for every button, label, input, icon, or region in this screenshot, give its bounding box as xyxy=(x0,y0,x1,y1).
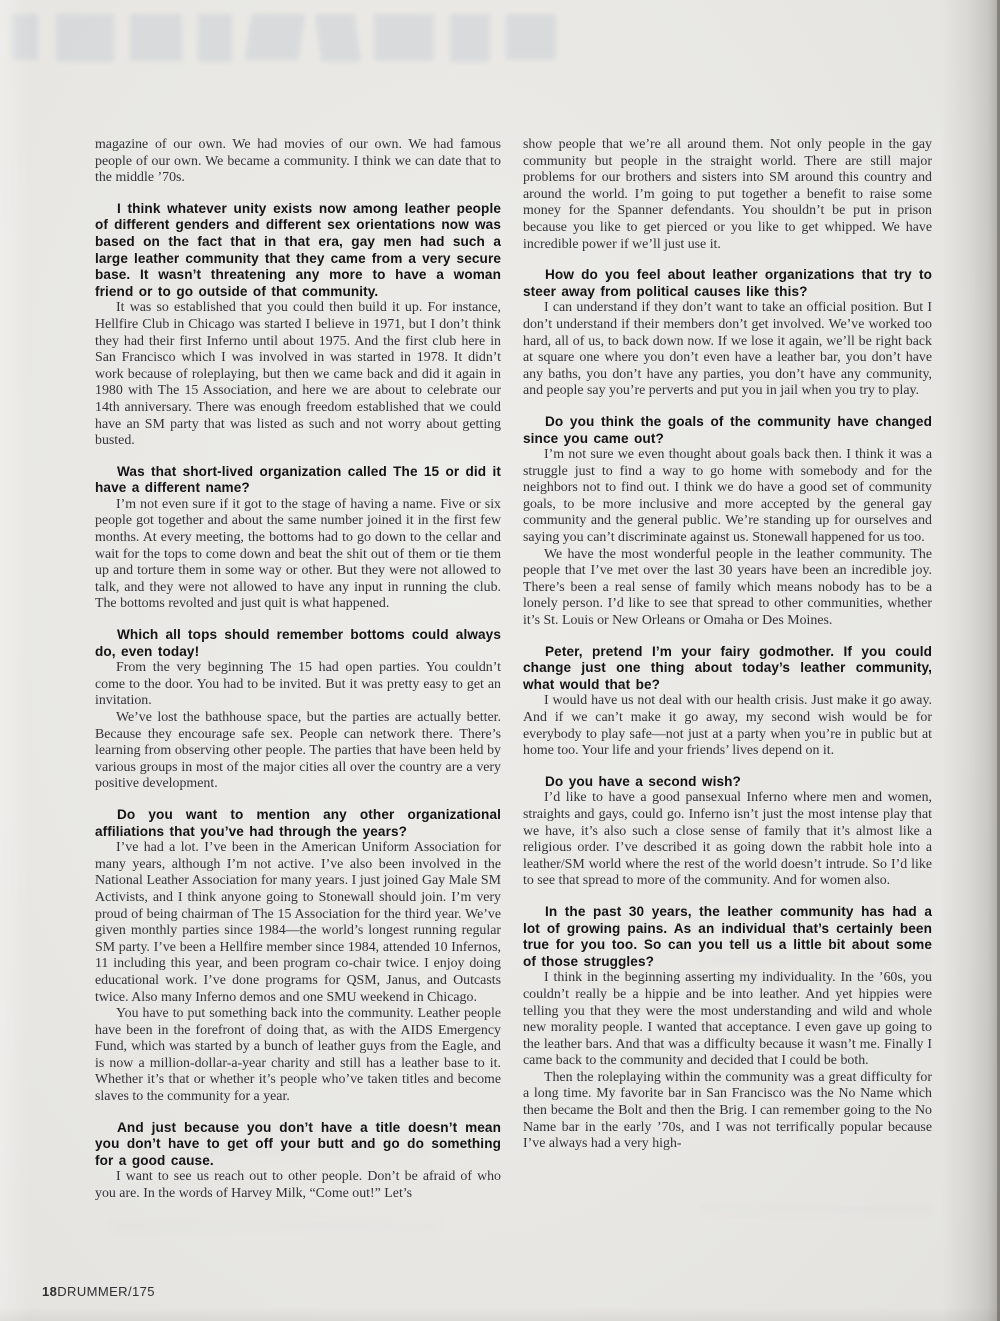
answer-paragraph: show people that we’re all around them. Not only people in the gay community but people in the straight world. There are still major problems for our brothers and sisters into SM around this country and around the world. I’m going to put together a benefit to raise some money for the Spanner defendants. You shouldn’t be put in prison because you like to get pierced or you like to get whipped. We have incredible power if we’ll just use it. xyxy=(523,137,932,252)
question-heading: And just because you don’t have a title doesn’t mean you don’t have to get off your butt and go do something for a good cause. xyxy=(95,1119,501,1168)
showthrough-masthead-ghost xyxy=(12,10,560,68)
page-footer xyxy=(42,1284,155,1299)
answer-paragraph: I’d like to have a good pansexual Inferno where men and women, straights and gays, could go. Inferno isn’t just the most intense play that we have, it’s also such a close sense of family that it’s almost like a religious order. I’ve described it as going down the rabbit hole into a leather/SM world where the rest of the world doesn’t intrude. So I’d like to see that spread to more of the community. And for women also. xyxy=(523,790,932,889)
question-heading: In the past 30 years, the leather community has had a lot of growing pains. As an individual that’s certainly been true for you too. So can you tell us a little bit about some of those struggles? xyxy=(523,903,932,969)
showthrough-smudge xyxy=(700,1205,930,1214)
question-heading: I think whatever unity exists now among leather people of different genders and different sex orientations now was based on the fact that in that era, gay men had such a large leather community that they came from a very secure base. It wasn’t threatening any more to have a woman friend or to go outside of that community. xyxy=(95,200,501,299)
answer-paragraph: It was so established that you could then build it up. For instance, Hellfire Club in Chicago was started I believe in 1971, but I don’t think they had their first Inferno until about 1975. And the first club here in San Francisco which I was involved in was started in 1978. It didn’t work because of roleplaying, but then we came back and did it again in 1980 with The 15 Association, and here we are about to celebrate our 14th anniversary. There was enough freedom established that we could have an SM party that was listed as such and not worry about getting busted. xyxy=(95,300,501,449)
question-heading: Which all tops should remember bottoms could always do, even today! xyxy=(95,627,501,659)
answer-paragraph: I think in the beginning asserting my individuality. In the ’60s, you couldn’t really be a hippie and be into leather. And yet hippies were telling you that they were the most understanding and wild and whole new morality people. I wanted that acceptance. I even gave up going to the leather bars. And that was a difficulty because it wasn’t me. Finally I came back to the community and decided that I could be both. xyxy=(523,970,932,1069)
scan-edge-bottom xyxy=(0,1307,1000,1321)
answer-paragraph: I’m not even sure if it got to the stage of having a name. Five or six people got together and about the same number joined it in the first few months. At every meeting, the bottoms had to go down to the cellar and wait for the tops to come down and beat the shit out of them or tie them up and torture them in some way or other. But they were not allowed to talk, and they were not allowed to have any input in running the club. The bottoms revolted and just quit is what happened. xyxy=(95,496,501,612)
answer-paragraph: From the very beginning The 15 had open parties. You couldn’t come to the door. You had to be invited. But it was pretty easy to get an invitation. xyxy=(95,660,501,709)
showthrough-smudge xyxy=(110,1222,440,1231)
page-number: 18 xyxy=(42,1284,58,1299)
answer-paragraph: We’ve lost the bathhouse space, but the parties are actually better. Because they encourage safe sex. People can network there. There’s learning from observing other people. The parties that have been held by various groups in most of the major cities all over the country are a very positive development. xyxy=(95,710,501,792)
answer-paragraph: I’ve had a lot. I’ve been in the American Uniform Association for many years, although I’m not active. I’ve also been involved in the National Leather Association for many years. I just joined Gay Male SM Activists, and I think anyone going to Stonewall should join. I’m very proud of being chairman of The 15 Association for the third year. We’ve given monthly parties since 1984—the world’s longest running regular SM party. I’ve been a Hellfire member since 1984, attended 10 Infernos, 11 including this year, and been program co-chair twice. I enjoy doing educational work. I’ve done programs for QSM, Janus, and Outcasts twice. Also many Inferno demos and one SMU weekend in Chicago. xyxy=(95,840,501,1005)
question-heading: How do you feel about leather organizations that try to steer away from political causes like this? xyxy=(523,267,932,299)
answer-paragraph: magazine of our own. We had movies of our own. We had famous people of our own. We became a community. I think we can date that to the middle ’70s. xyxy=(95,137,501,186)
answer-paragraph: I want to see us reach out to other people. Don’t be afraid of who you are. In the words of Harvey Milk, “Come out!” Let’s xyxy=(95,1169,501,1202)
question-heading: Was that short-lived organization called The 15 or did it have a different name? xyxy=(95,463,501,496)
answer-paragraph: We have the most wonderful people in the leather community. The people that I’ve met over the last 30 years have been an incredible joy. There’s been a real sense of family which means nobody has to be a lonely person. I’d like to see that spread to other communities, whether it’s St. Louis or New Orleans or Omaha or Des Moines. xyxy=(523,546,932,629)
question-heading: Do you have a second wish? xyxy=(545,773,741,789)
answer-paragraph: You have to put something back into the community. Leather people have been in the forefront of doing that, as with the AIDS Emergency Fund, which was started by a bunch of leather guys from the Eagle, and is now a million-dollar-a-year charity and still has a leather base to it. Whether it’s that or whether it’s people who’ve taken titles and become slaves to the community for a year. xyxy=(95,1006,501,1105)
answer-paragraph: I can understand if they don’t want to take an official position. But I don’t understand if their members don’t get involved. We’ve worked too hard, all of us, to back down now. If we lose it again, we’ll be right back at square one where you don’t even have a leather bar, you don’t have any baths, you don’t have any parties, you don’t have any community, and people say you’re perverts and put you in jail when you try to play. xyxy=(523,300,932,399)
left-column xyxy=(95,137,501,1203)
scan-edge-right xyxy=(942,0,1000,1321)
answer-paragraph: I would have us not deal with our health crisis. Just make it go away. And if we can’t make it go away, my second wish would be for everybody to play safe—not just at a party when you’re in public but at home too. Your life and your friends’ lives depend on it. xyxy=(523,693,932,759)
answer-paragraph: I’m not sure we even thought about goals back then. I think it was a struggle just to find a way to go home with somebody and for the neighbors not to find out. I think we do have a good set of community goals, to be more inclusive and more accepted by the general gay community and the general public. We’re standing up for ourselves and saying you can’t discriminate against us. Stonewall happened for us too. xyxy=(523,447,932,546)
magazine-issue-label: DRUMMER/175 xyxy=(57,1284,155,1299)
scan-edge-left xyxy=(0,0,30,1321)
question-heading: Do you think the goals of the community have changed since you came out? xyxy=(523,413,932,446)
question-heading: Do you want to mention any other organizational affiliations that you’ve had through the years? xyxy=(95,806,501,839)
question-heading: Peter, pretend I’m your fairy godmother. If you could change just one thing about today’s leather community, what would that be? xyxy=(523,643,932,692)
answer-paragraph: Then the roleplaying within the community was a great difficulty for a long time. My favorite bar in San Francisco was the No Name which then became the Bolt and then the Brig. I can remember going to the No Name bar in the early ’70s, and I was not terrifically popular because I’ve always had a very high- xyxy=(523,1069,932,1152)
right-column xyxy=(523,137,932,1153)
